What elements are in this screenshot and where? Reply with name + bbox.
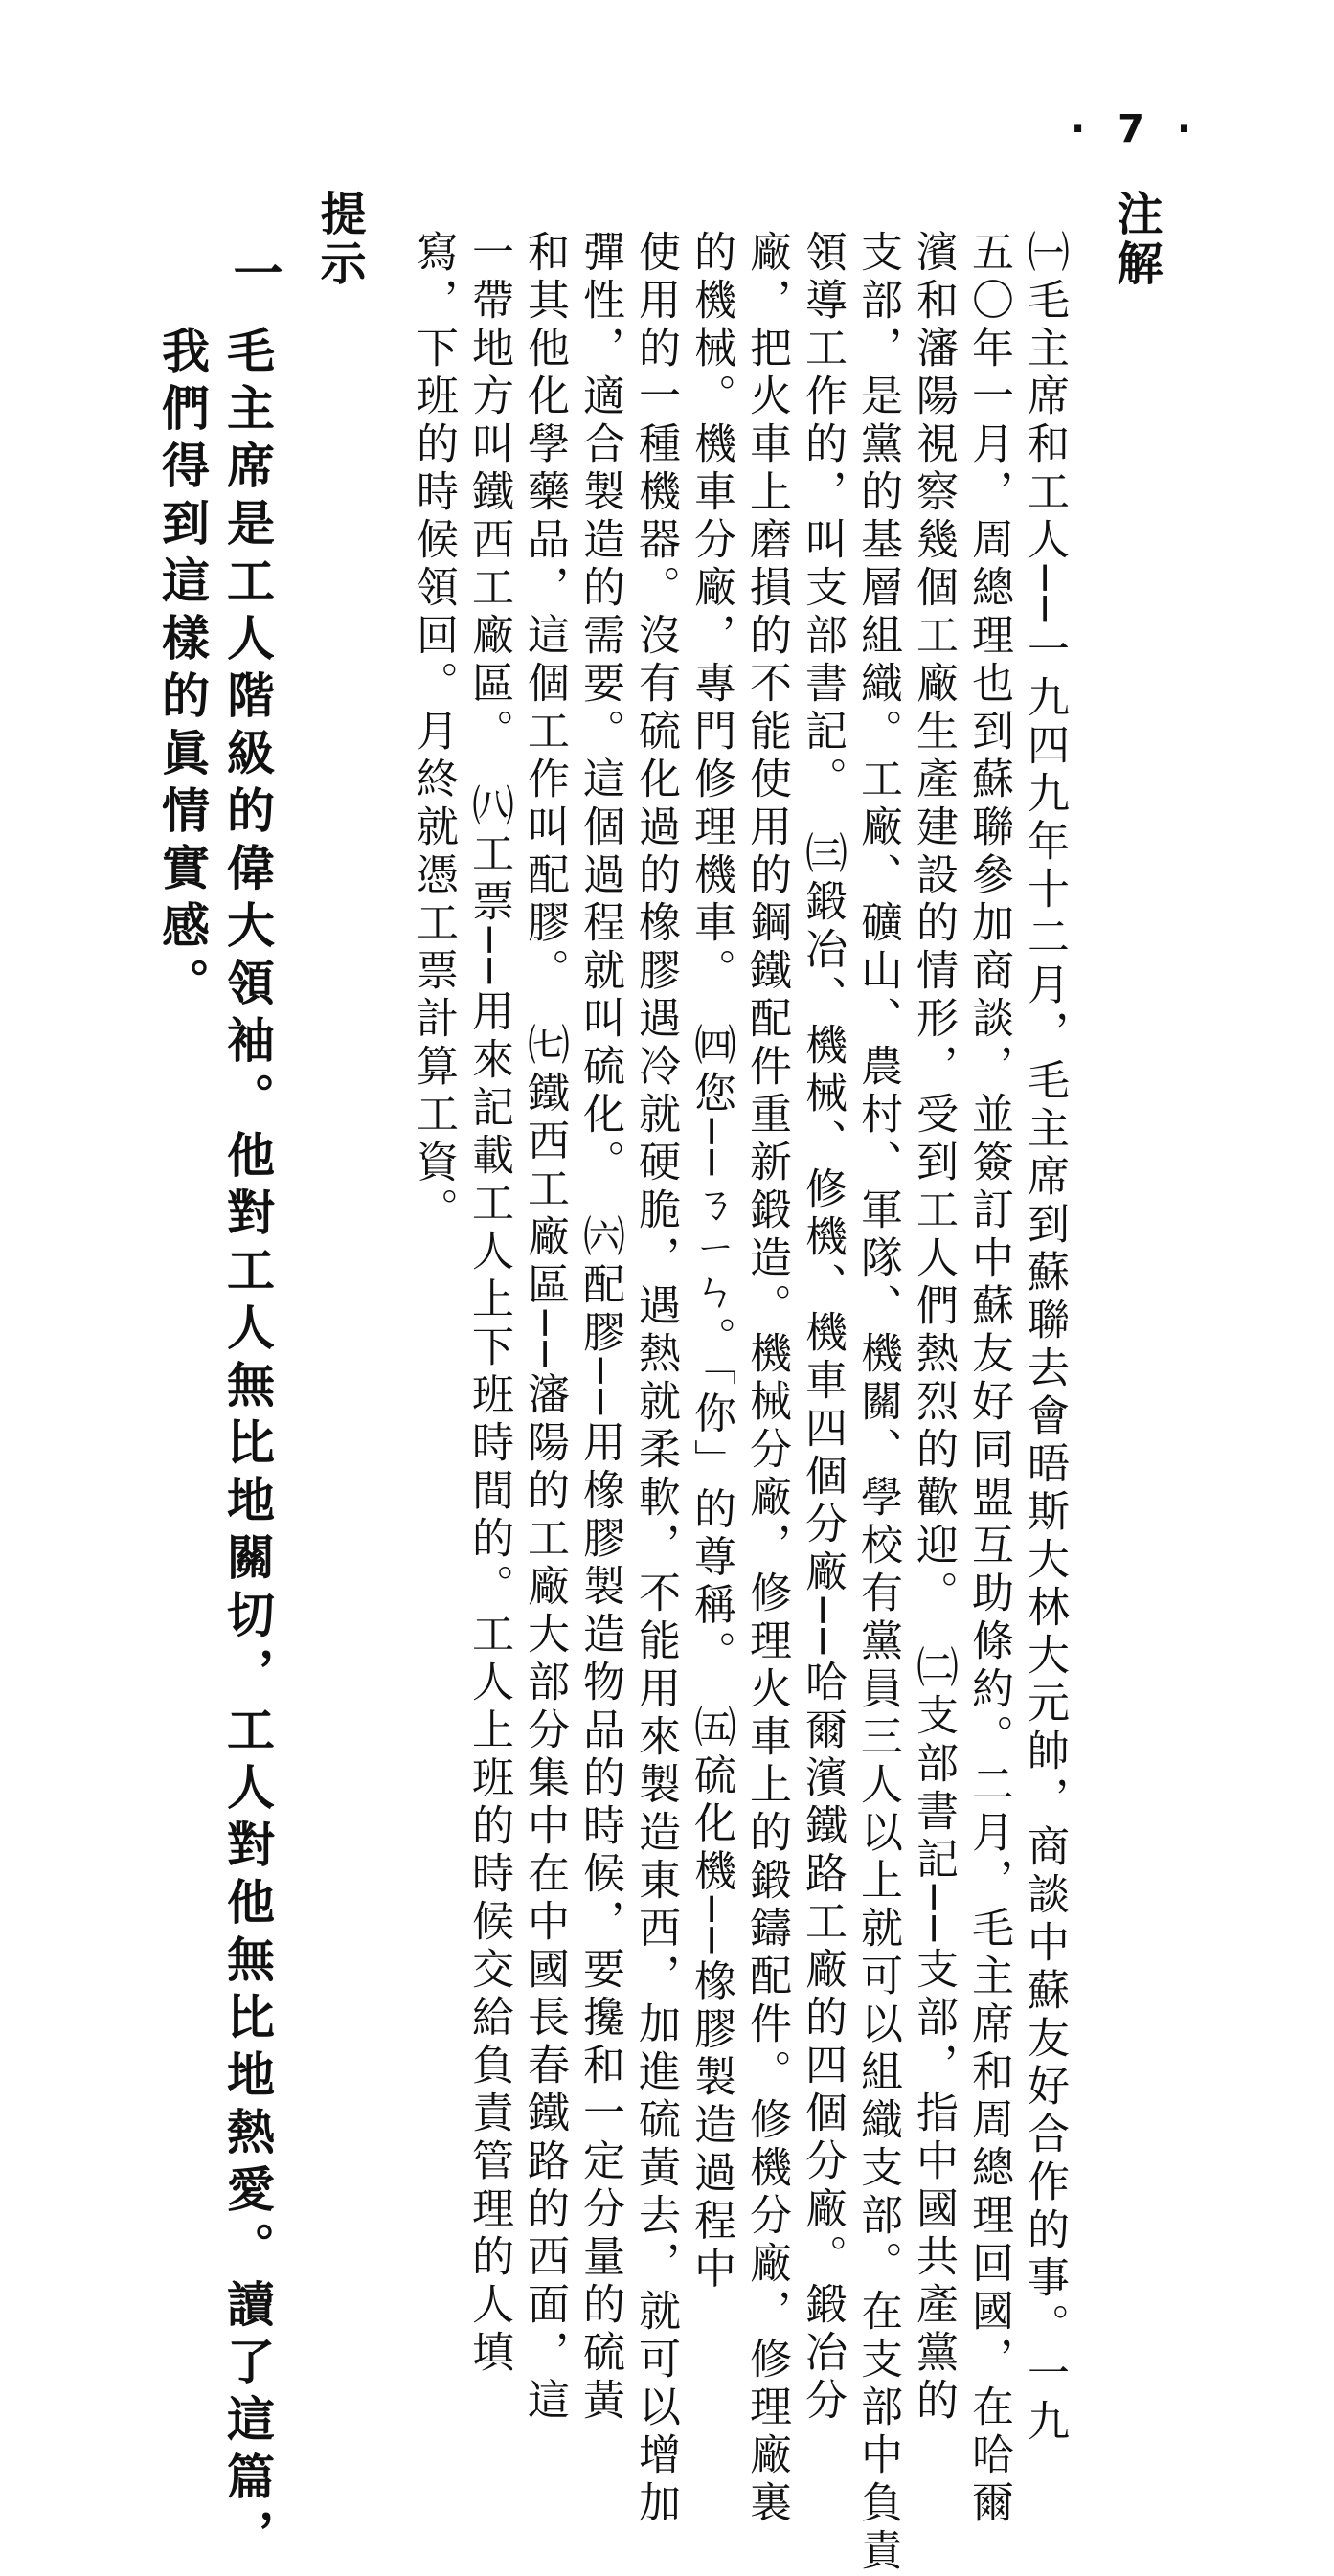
notes-line: 的機械。機車分廠，專門修理機車。 ㈣您──ㄋㄧㄣ。「你」的尊稱。 ㈤硫化機──橡膠製造過程中 — [687, 230, 735, 2294]
notes-line: ㈠毛主席和工人──一九四九年十二月，毛主席到蘇聯去會晤斯大林大元帥，商談中蘇友好合作的事。一九 — [1020, 230, 1069, 2447]
notes-line: 廠，把火車上磨損的不能使用的鋼鐵配件重新鍛造。機械分廠，修理火車上的鍛鑄配件。修機分廠，修理廠裏 — [742, 230, 791, 2528]
tip-line: 毛主席是工人階級的偉大領袖。他對工人無比地關切，工人對他無比地熱愛。讀了這篇， — [219, 326, 276, 2566]
tip-number: 一 — [224, 247, 283, 303]
notes-line: 五〇年一月，周總理也到蘇聯參加商談，並簽訂中蘇友好同盟互助條約。二月，毛主席和周總理回國，在哈爾 — [964, 230, 1013, 2528]
notes-heading: 注解 — [1109, 190, 1163, 289]
notes-line: 一帶地方叫鐵西工廠區。 ㈧工票──用來記載工人上下班時間的。工人上班的時候交給負責管理的人填 — [464, 230, 513, 2378]
notes-line: 彈性，適合製造的需要。這個過程就叫硫化。 ㈥配膠──用橡膠製造物品的時候，要攙和一定分量的硫黃 — [576, 230, 624, 2426]
notes-line: 寫，下班的時候領回。月終就憑工票計算工資。 — [409, 230, 458, 1235]
notes-line: 領導工作的，叫支部書記。 ㈢鍛冶、機械、修機、機車四個分廠──哈爾濱鐵路工廠的四個分廠。鍛冶分 — [798, 230, 847, 2426]
page-number: · 7 · — [1071, 107, 1202, 151]
tips-heading: 提示 — [312, 190, 366, 289]
notes-line: 使用的一種機器。沒有硫化過的橡膠遇冷就硬脆，遇熱就柔軟，不能用來製造東西，加進硫黃去，就可以增加 — [631, 230, 680, 2528]
notes-line: 和其他化學藥品，這個工作叫配膠。 ㈦鐵西工廠區──瀋陽的工廠大部分集中在中國長春鐵路的西面，這 — [520, 230, 569, 2426]
notes-line: 濱和瀋陽視察幾個工廠生產建設的情形，受到工人們熱烈的歡迎。 ㈡支部書記──支部，指中國共產黨的 — [909, 230, 958, 2426]
notes-line: 支部，是黨的基層組織。工廠、礦山、農村、軍隊、機關、學校有黨員三人以上就可以組織支部。在支部中負責 — [853, 230, 902, 2576]
tip-line: 我們得到這樣的眞情實感。 — [154, 326, 211, 1015]
